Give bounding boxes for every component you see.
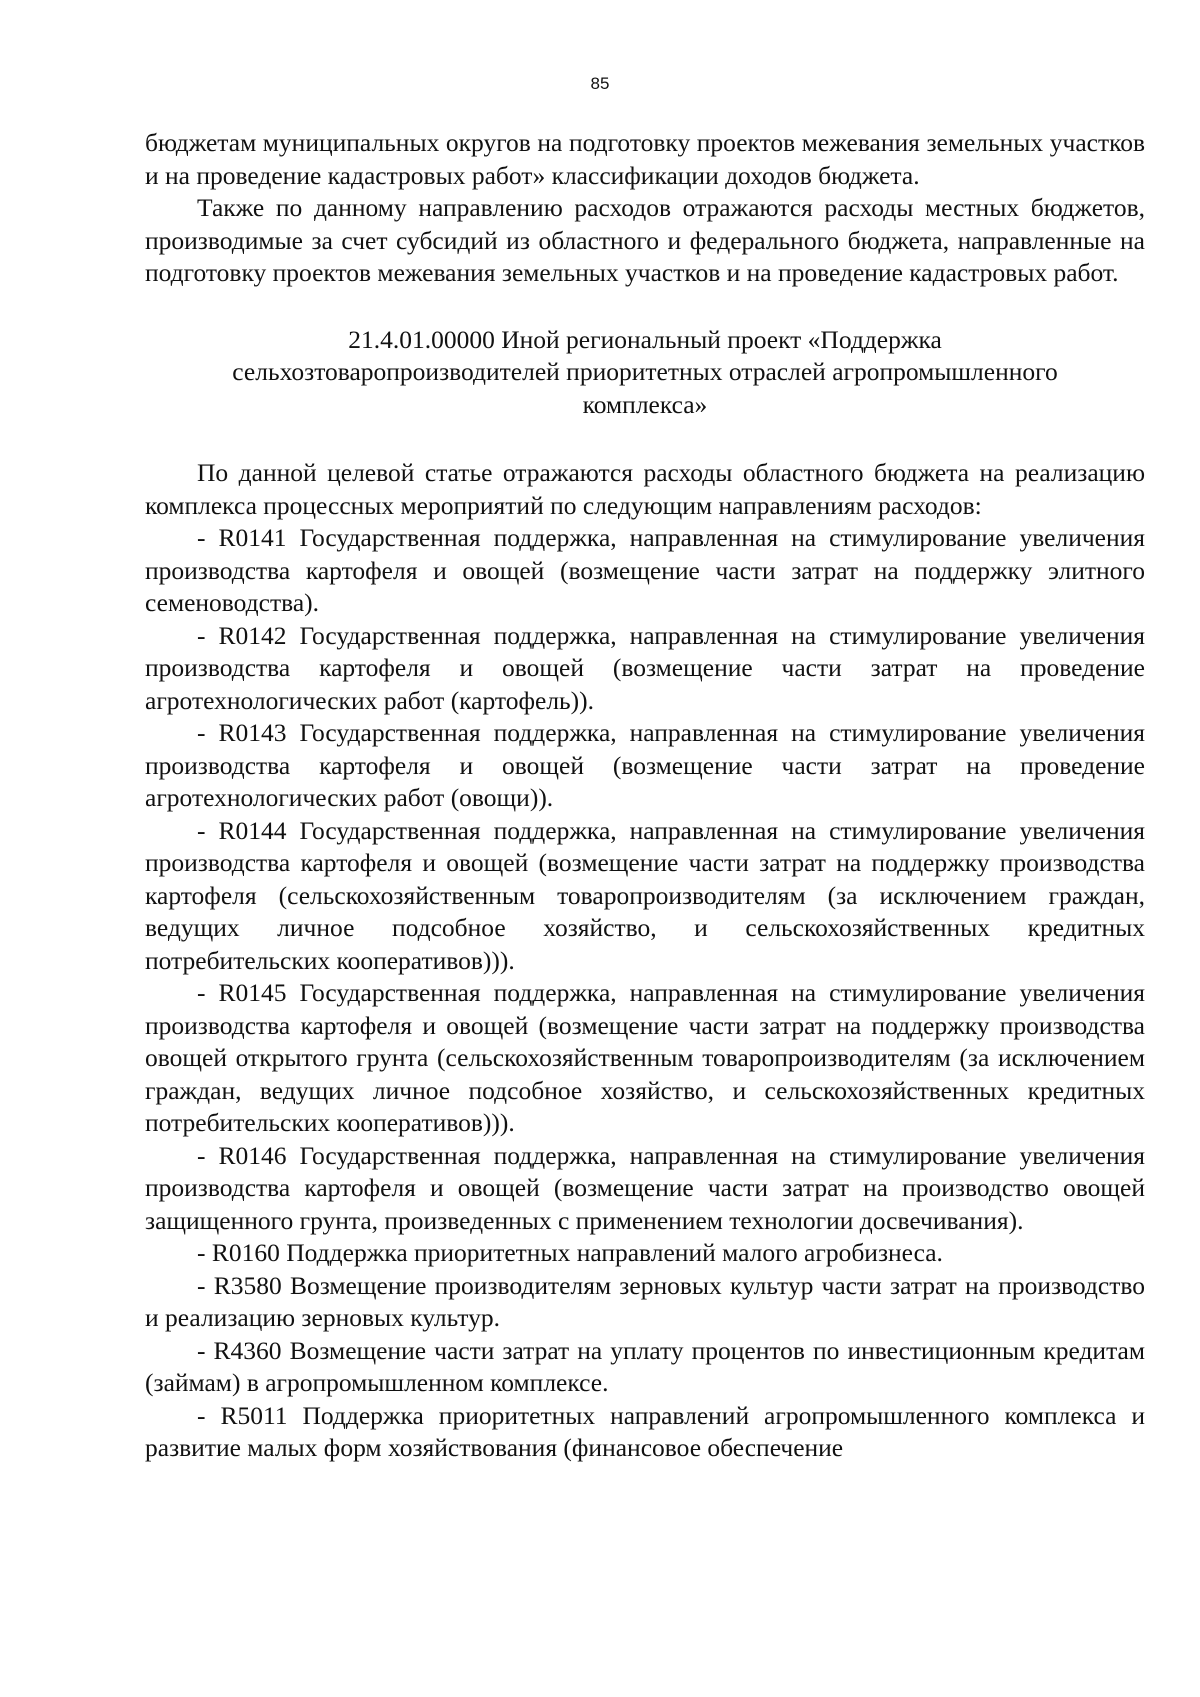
list-item-r4360: - R4360 Возмещение части затрат на уплату процентов по инвестиционным кредитам (займам) в агропромышленном комплексе.: [145, 1335, 1145, 1397]
paragraph-local-budgets: Также по данному направлению расходов отражаются расходы местных бюджетов, производимые за счет субсидий из областного и федерального бюджета, направленные на подготовку проектов межевания земельных участков и на проведение кадастровых работ.: [145, 193, 1145, 287]
document-body: [145, 127, 1145, 1465]
list-item-r0144: - R0144 Государственная поддержка, направленная на стимулирование увеличения производства картофеля и овощей (возмещение части затрат на поддержку производства картофеля (сельскохозяйственным товаропроизводителям (за исключением граждан, ведущих личное подсобное хозяйство, и сельскохозяйственных кредитных потребительских кооперативов))).: [145, 815, 1145, 975]
list-item-r3580: - R3580 Возмещение производителям зерновых культур части затрат на производство и реализацию зерновых культур.: [145, 1270, 1145, 1332]
list-item-r0142: - R0142 Государственная поддержка, направленная на стимулирование увеличения производства картофеля и овощей (возмещение части затрат на проведение агротехнологических работ (картофель)).: [145, 620, 1145, 715]
section-heading: 21.4.01.00000 Иной региональный проект «Поддержка сельхозтоваропроизводителей приоритетных отраслей агропромышленного комплекса»: [232, 324, 1058, 419]
paragraph-continuation: бюджетам муниципальных округов на подготовку проектов межевания земельных участков и на проведение кадастровых работ» классификации доходов бюджета.: [145, 128, 1145, 190]
list-item-r0146: - R0146 Государственная поддержка, направленная на стимулирование увеличения производства картофеля и овощей (возмещение части затрат на производство овощей защищенного грунта, произведенных с применением технологии досвечивания).: [145, 1140, 1145, 1235]
list-item-r0143: - R0143 Государственная поддержка, направленная на стимулирование увеличения производства картофеля и овощей (возмещение части затрат на проведение агротехнологических работ (овощи)).: [145, 718, 1145, 812]
list-item-r0141: - R0141 Государственная поддержка, направленная на стимулирование увеличения производства картофеля и овощей (возмещение части затрат на поддержку элитного семеноводства).: [145, 523, 1145, 617]
list-item-r5011: - R5011 Поддержка приоритетных направлений агропромышленного комплекса и развитие малых форм хозяйствования (финансовое обеспечение: [145, 1400, 1145, 1462]
list-item-r0145: - R0145 Государственная поддержка, направленная на стимулирование увеличения производства картофеля и овощей (возмещение части затрат на поддержку производства овощей открытого грунта (сельскохозяйственным товаропроизводителям (за исключением граждан, ведущих личное подсобное хозяйство, и сельскохозяйственных кредитных потребительских кооперативов))).: [145, 978, 1145, 1137]
paragraph-intro: По данной целевой статье отражаются расходы областного бюджета на реализацию комплекса процессных мероприятий по следующим направлениям расходов:: [145, 458, 1145, 520]
list-item-r0160: - R0160 Поддержка приоритетных направлений малого агробизнеса.: [197, 1238, 943, 1267]
page-number: 85: [590, 74, 610, 93]
